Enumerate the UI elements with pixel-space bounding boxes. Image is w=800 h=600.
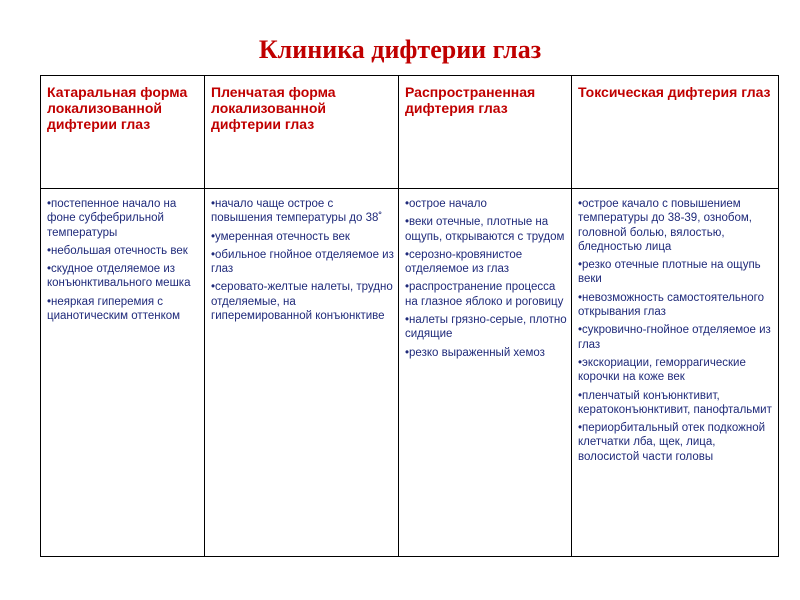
page-title: Клиника дифтерии глаз <box>258 35 542 64</box>
list-item: • периорбитальный отек подкожной клетчатки лба, щек, лица, волосистой части головы <box>578 421 774 464</box>
header-catarrhal: Катаральная форма локализованной дифтерии глаз <box>41 76 205 189</box>
list-item: • умеренная отечность век <box>211 230 394 244</box>
list-item: • невозможность самостоятельного открывания глаз <box>578 291 774 320</box>
clinic-table <box>40 75 779 557</box>
symptom-list <box>405 197 567 360</box>
list-item: • резко выраженный хемоз <box>405 346 567 360</box>
list-item: • обильное гнойное отделяемое из глаз <box>211 248 394 277</box>
list-item: • резко отечные плотные на ощупь веки <box>578 258 774 287</box>
cell-membranous <box>205 189 399 557</box>
list-item: • веки отечные, плотные на ощупь, открываются с трудом <box>405 215 567 244</box>
cell-toxic <box>572 189 779 557</box>
cell-widespread <box>399 189 572 557</box>
list-item: • сукровично-гнойное отделяемое из глаз <box>578 323 774 352</box>
header-widespread: Распространенная дифтерия глаз <box>399 76 572 189</box>
list-item: • постепенное начало на фоне субфебрильной температуры <box>47 197 200 240</box>
list-item: • неяркая гиперемия с цианотическим оттенком <box>47 295 200 324</box>
table-header-row <box>41 76 779 189</box>
cell-catarrhal <box>41 189 205 557</box>
table-row <box>41 189 779 557</box>
list-item: • небольшая отечность век <box>47 244 200 258</box>
symptom-list <box>578 197 774 464</box>
list-item: • распространение процесса на глазное яблоко и роговицу <box>405 280 567 309</box>
list-item: • острое начало <box>405 197 567 211</box>
list-item: • серовато-желтые налеты, трудно отделяемые, на гиперемированной конъюнктиве <box>211 280 394 323</box>
symptom-list <box>47 197 200 323</box>
symptom-list <box>211 197 394 323</box>
list-item: • серозно-кровянистое отделяемое из глаз <box>405 248 567 277</box>
header-membranous: Пленчатая форма локализованной дифтерии глаз <box>205 76 399 189</box>
list-item: • налеты грязно-серые, плотно сидящие <box>405 313 567 342</box>
header-toxic: Токсическая дифтерия глаз <box>572 76 779 189</box>
list-item: • начало чаще острое с повышения температуры до 38˚ <box>211 197 394 226</box>
list-item: • острое качало с повышением температуры до 38-39, ознобом, головной болью, вялостью, бледностью лица <box>578 197 774 254</box>
list-item: • пленчатый конъюнктивит, кератоконъюнктивит, панофтальмит <box>578 389 774 418</box>
list-item: • скудное отделяемое из конъюнктивального мешка <box>47 262 200 291</box>
list-item: • экскориации, геморрагические корочки на коже век <box>578 356 774 385</box>
